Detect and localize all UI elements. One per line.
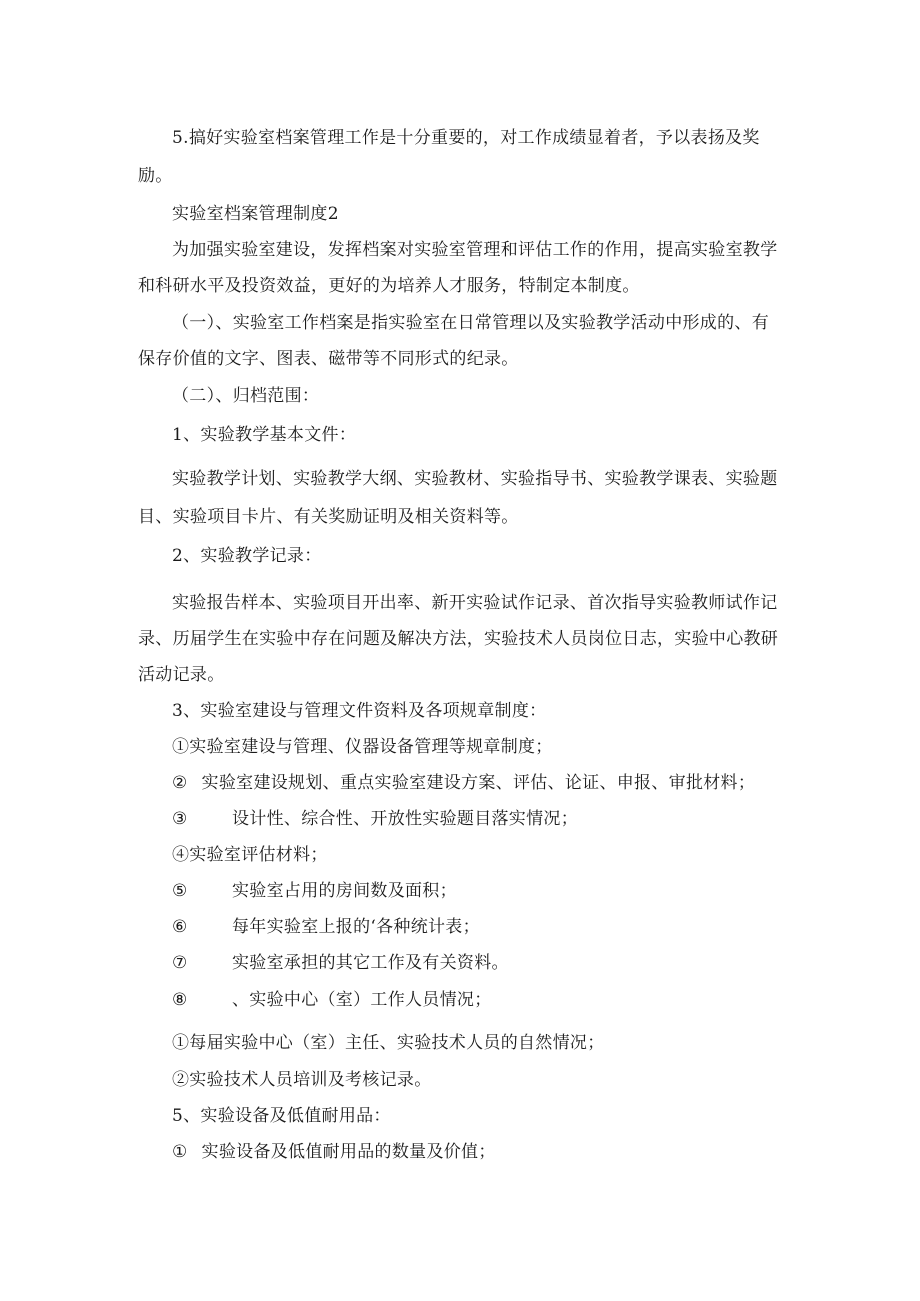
- list-item: ⑥ 每年实验室上报的‘各种统计表；: [172, 917, 480, 937]
- list-item: ⑦ 实验室承担的其它工作及有关资料。: [172, 953, 509, 973]
- list-item: ③ 设计性、综合性、开放性实验题目落实情况；: [172, 809, 578, 829]
- paragraph-line: 保存价值的文字、图表、磁带等不同形式的纪录。: [138, 349, 519, 369]
- list-item: ①实验室建设与管理、仪器设备管理等规章制度；: [172, 737, 553, 757]
- paragraph-line: 为加强实验室建设，发挥档案对实验室管理和评估工作的作用，提高实验室教学: [172, 240, 778, 260]
- paragraph-line: 实验报告样本、实验项目开出率、新开实验试作记录、首次指导实验教师试作记: [172, 593, 778, 613]
- list-heading: 5、实验设备及低值耐用品：: [172, 1106, 391, 1126]
- paragraph-line: 励。: [138, 166, 173, 186]
- list-item: ① 实验设备及低值耐用品的数量及价值；: [172, 1142, 496, 1162]
- paragraph-line: 5.搞好实验室档案管理工作是十分重要的，对工作成绩显着者，予以表扬及奖: [172, 128, 760, 148]
- paragraph-line: 活动记录。: [138, 665, 225, 685]
- paragraph-line: 目、实验项目卡片、有关奖励证明及相关资料等。: [138, 507, 519, 527]
- paragraph-line: （一）、实验室工作档案是指实验室在日常管理以及实验教学活动中形成的、有: [172, 313, 769, 333]
- list-item: ④实验室评估材料；: [172, 845, 328, 865]
- list-heading: 3、实验室建设与管理文件资料及各项规章制度：: [172, 701, 547, 721]
- paragraph-line: 录、历届学生在实验中存在问题及解决方法，实验技术人员岗位日志，实验中心教研: [138, 629, 779, 649]
- list-item: ⑧ 、实验中心（室）工作人员情况；: [172, 990, 492, 1010]
- list-item: ② 实验室建设规划、重点实验室建设方案、评估、论证、申报、审批材料；: [172, 773, 756, 793]
- paragraph-line: 和科研水平及投资效益，更好的为培养人才服务，特制定本制度。: [138, 276, 640, 296]
- list-heading: 1、实验教学基本文件：: [172, 425, 357, 445]
- list-heading: 2、实验教学记录：: [172, 546, 322, 566]
- section-heading: 实验室档案管理制度2: [172, 204, 339, 224]
- list-item: ①每届实验中心（室）主任、实验技术人员的自然情况；: [172, 1033, 605, 1053]
- list-item: ⑤ 实验室占用的房间数及面积；: [172, 881, 457, 901]
- list-item: ②实验技术人员培训及考核记录。: [172, 1070, 432, 1090]
- subsection-heading: （二）、归档范围：: [172, 386, 320, 406]
- paragraph-line: 实验教学计划、实验教学大纲、实验教材、实验指导书、实验教学课表、实验题: [172, 469, 778, 489]
